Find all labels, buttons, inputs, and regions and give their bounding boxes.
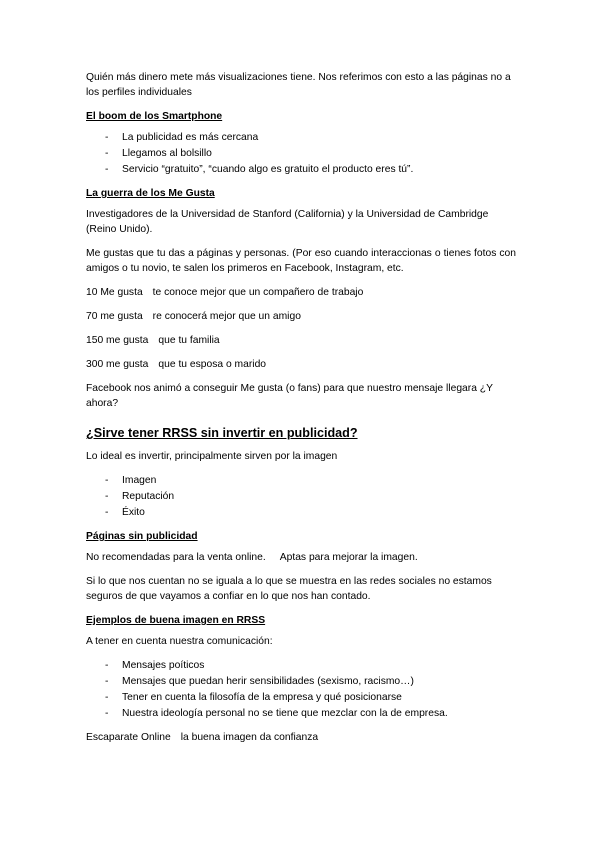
megusta-result: te conoce mejor que un compañero de trabajo [152, 287, 364, 298]
paginas-row [86, 550, 516, 565]
paragraph-investigadores: Investigadores de la Universidad de Stanford (California) y la Universidad de Cambridge (Reino Unido). [86, 209, 489, 235]
list-smartphone [86, 130, 516, 178]
list-item: - Nuestra ideología personal no se tiene que mezclar con la de empresa. [86, 706, 516, 722]
megusta-count: 300 me gusta [86, 359, 149, 370]
list-item: - Mensajes poíticos [86, 658, 516, 674]
paragraph-a-tener: A tener en cuenta nuestra comunicación: [86, 636, 273, 647]
heading-paginas: Páginas sin publicidad [86, 531, 198, 542]
document-page [86, 70, 516, 754]
list-item: - Llegamos al bolsillo [86, 146, 516, 162]
paragraph-megustas: Me gustas que tu das a páginas y personas. (Por eso cuando interaccionas o tienes fotos con amigos o tu novio, te salen los primeros en Facebook, Instagram, etc. [86, 248, 516, 274]
escaparate-left: Escaparate Online [86, 732, 171, 743]
megusta-row [86, 333, 516, 348]
list-ejemplos [86, 658, 516, 722]
heading-smartphone: El boom de los Smartphone [86, 111, 223, 122]
list-item: - Tener en cuenta la filosofía de la empresa y qué posicionarse [86, 690, 516, 706]
paragraph-si-lo-que: Si lo que nos cuentan no se iguala a lo que se muestra en las redes sociales no estamos seguros de que vayamos a confiar en lo que nos han contado. [86, 576, 492, 602]
list-item: - La publicidad es más cercana [86, 130, 516, 146]
megusta-count: 10 Me gusta [86, 287, 143, 298]
list-item: - Servicio “gratuito”, “cuando algo es gratuito el producto eres tú”. [86, 162, 516, 178]
megusta-count: 150 me gusta [86, 335, 149, 346]
list-item: - Mensajes que puedan herir sensibilidades (sexismo, racismo…) [86, 674, 516, 690]
escaparate-row [86, 730, 516, 745]
escaparate-right: la buena imagen da confianza [180, 732, 319, 743]
intro-paragraph: Quién más dinero mete más visualizaciones tiene. Nos referimos con esto a las páginas no a los perfiles individuales [86, 72, 511, 98]
paragraph-facebook: Facebook nos animó a conseguir Me gusta (o fans) para que nuestro mensaje llegara ¿Y ahora? [86, 383, 493, 409]
list-item: - Éxito [86, 505, 516, 521]
paginas-left: No recomendadas para la venta online. [86, 552, 266, 563]
megusta-row [86, 285, 516, 300]
megusta-result: que tu familia [158, 335, 220, 346]
megusta-count: 70 me gusta [86, 311, 143, 322]
list-item: - Reputación [86, 489, 516, 505]
paragraph-lo-ideal: Lo ideal es invertir, principalmente sirven por la imagen [86, 451, 338, 462]
heading-rrss: ¿Sirve tener RRSS sin invertir en publicidad? [86, 426, 358, 440]
megusta-row [86, 357, 516, 372]
megusta-result: que tu esposa o marido [158, 359, 267, 370]
heading-ejemplos: Ejemplos de buena imagen en RRSS [86, 615, 266, 626]
paginas-right: Aptas para mejorar la imagen. [279, 552, 418, 563]
megusta-result: re conocerá mejor que un amigo [152, 311, 301, 322]
list-rrss [86, 473, 516, 521]
list-item: - Imagen [86, 473, 516, 489]
megusta-row [86, 309, 516, 324]
heading-megusta: La guerra de los Me Gusta [86, 188, 215, 199]
